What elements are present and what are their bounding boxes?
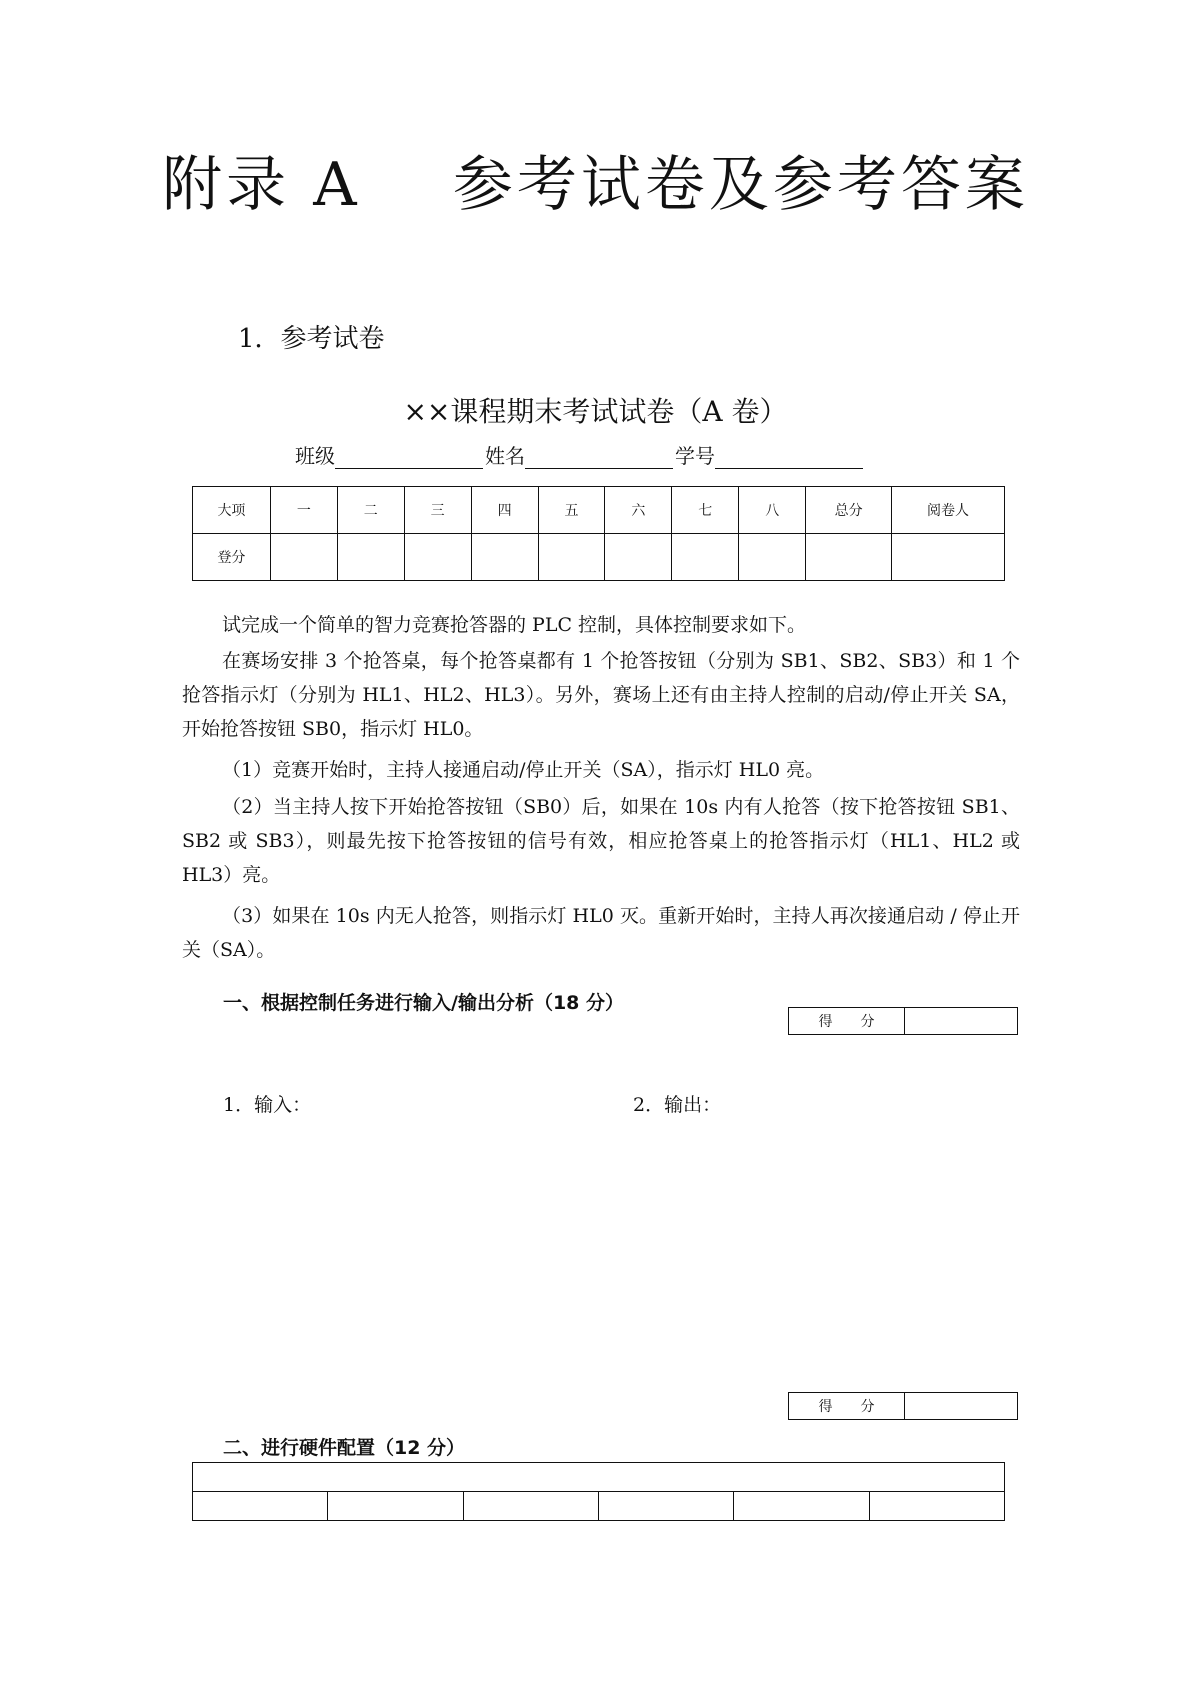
student-info-line — [295, 440, 865, 469]
id-blank[interactable] — [715, 446, 863, 469]
section-heading: 1．参考试卷 — [238, 324, 385, 354]
score-cell[interactable] — [538, 534, 605, 581]
row-label: 登分 — [193, 534, 271, 581]
header-cell: 五 — [538, 487, 605, 534]
score-table — [192, 486, 1005, 581]
score-cell[interactable] — [806, 534, 892, 581]
table-cell[interactable] — [193, 1492, 328, 1521]
input-label: 1．输入： — [223, 1094, 312, 1116]
header-cell: 总分 — [806, 487, 892, 534]
score-label: 得 分 — [789, 1008, 905, 1035]
score-value-cell[interactable] — [905, 1393, 1018, 1420]
header-cell: 四 — [471, 487, 538, 534]
table-row — [193, 1492, 1005, 1521]
table-cell[interactable] — [193, 1463, 1005, 1492]
score-value-cell[interactable] — [905, 1008, 1018, 1035]
class-blank[interactable] — [335, 446, 483, 469]
table-cell[interactable] — [869, 1492, 1004, 1521]
score-cell[interactable] — [605, 534, 672, 581]
paragraph: （3）如果在 10s 内无人抢答，则指示灯 HL0 灭。重新开始时，主持人再次接通启动 / 停止开关（SA）。 — [182, 905, 1020, 961]
class-label: 班级 — [295, 444, 335, 468]
header-cell: 二 — [337, 487, 404, 534]
hardware-table — [192, 1462, 1005, 1521]
score-cell[interactable] — [337, 534, 404, 581]
paragraph: 在赛场安排 3 个抢答桌，每个抢答桌都有 1 个抢答按钮（分别为 SB1、SB2、SB3）和 1 个抢答指示灯（分别为 HL1、HL2、HL3）。另外，赛场上还有由主持人控制的启动/停止开关 SA，开始抢答按钮 SB0，指示灯 HL0。 — [182, 650, 1020, 740]
score-cell[interactable] — [739, 534, 806, 581]
header-cell: 三 — [404, 487, 471, 534]
paragraph: （1）竞赛开始时，主持人接通启动/停止开关（SA），指示灯 HL0 亮。 — [222, 759, 825, 781]
header-cell: 大项 — [193, 487, 271, 534]
id-label: 学号 — [675, 444, 715, 468]
paragraph: 试完成一个简单的智力竞赛抢答器的 PLC 控制，具体控制要求如下。 — [222, 614, 807, 636]
score-header-row — [193, 487, 1005, 534]
name-label: 姓名 — [485, 444, 525, 468]
table-cell[interactable] — [598, 1492, 733, 1521]
exam-title: ××课程期末考试试卷（A 卷） — [403, 395, 788, 428]
header-cell: 七 — [672, 487, 739, 534]
table-cell[interactable] — [328, 1492, 463, 1521]
score-cell[interactable] — [471, 534, 538, 581]
score-entry-row — [193, 534, 1005, 581]
part1-score-box — [788, 1007, 1018, 1035]
page-title: 附录 A 参考试卷及参考答案 — [162, 150, 1029, 220]
table-cell[interactable] — [734, 1492, 869, 1521]
part2-heading: 二、进行硬件配置（12 分） — [223, 1437, 466, 1459]
part2-score-box — [788, 1392, 1018, 1420]
header-cell: 六 — [605, 487, 672, 534]
paragraph: （2）当主持人按下开始抢答按钮（SB0）后，如果在 10s 内有人抢答（按下抢答按钮 SB1、SB2 或 SB3），则最先按下抢答按钮的信号有效，相应抢答桌上的抢答指示灯（HL1、HL2 或 HL3）亮。 — [182, 796, 1020, 886]
header-cell: 一 — [270, 487, 337, 534]
header-cell: 八 — [739, 487, 806, 534]
score-label: 得 分 — [789, 1393, 905, 1420]
output-label: 2．输出： — [633, 1094, 722, 1116]
name-blank[interactable] — [525, 446, 673, 469]
score-cell[interactable] — [672, 534, 739, 581]
table-row — [193, 1463, 1005, 1492]
table-cell[interactable] — [463, 1492, 598, 1521]
header-cell: 阅卷人 — [892, 487, 1005, 534]
score-cell[interactable] — [404, 534, 471, 581]
part1-heading: 一、根据控制任务进行输入/输出分析（18 分） — [223, 992, 624, 1014]
score-cell[interactable] — [270, 534, 337, 581]
score-cell[interactable] — [892, 534, 1005, 581]
